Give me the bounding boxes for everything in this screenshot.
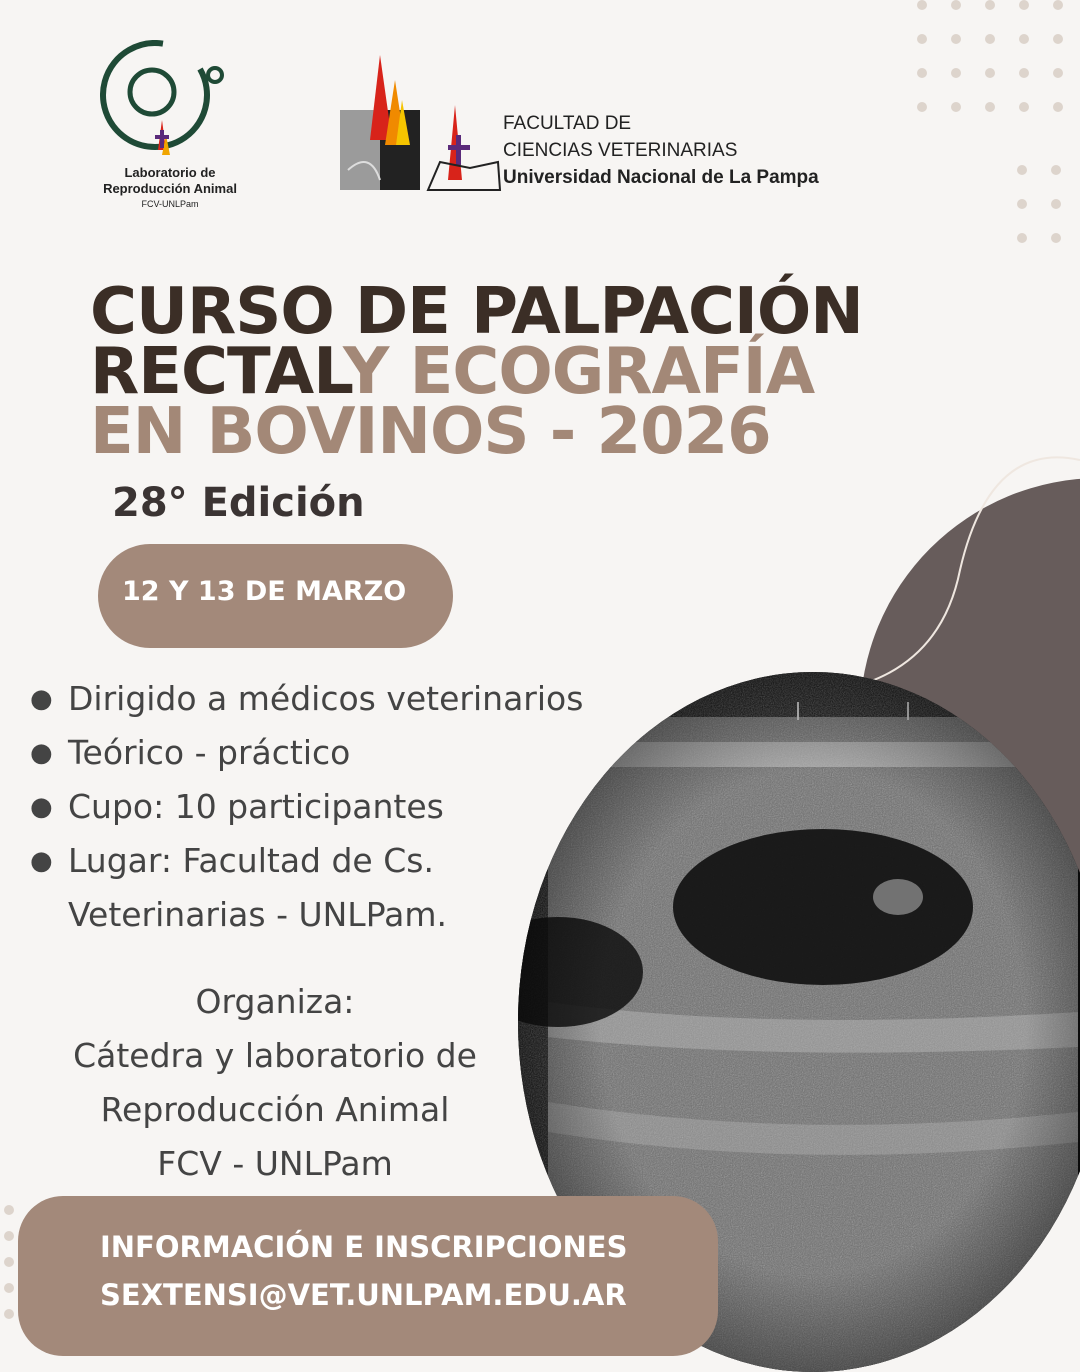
lab-name-line1: Laboratorio de [124,165,216,180]
faculty-text [503,110,819,191]
organizer-line1: Cátedra y laboratorio de [73,1036,477,1075]
bullet-text: Teórico - práctico [68,733,351,772]
faculty-line1: FACULTAD DE [503,113,632,134]
list-item: ● Dirigido a médicos veterinarios [30,672,583,726]
bullet-continuation: Veterinarias - UNLPam. [68,895,447,934]
bullet-text: Cupo: 10 participantes [68,787,444,826]
contact-email-link[interactable]: SEXTENSI@VET.UNLPAM.EDU.AR [100,1278,627,1312]
bullet-text: Lugar: Facultad de Cs. [68,841,434,880]
decorative-dots-top-2 [1017,165,1061,243]
decorative-dots-top [917,0,1063,112]
registration-banner [18,1196,718,1356]
organizer-line2: Reproducción Animal [100,1090,450,1129]
date-text: 12 Y 13 DE MARZO [122,576,407,607]
list-item: ● Cupo: 10 participantes [30,780,583,834]
title-line2-tan: Y ECOGRAFÍA [343,335,815,409]
lab-name-line3: FCV-UNLPam [141,199,199,209]
faculty-logo-icon [340,50,510,195]
organizer-label: Organiza: [195,982,355,1021]
title-line2-dark: RECTAL [90,335,343,409]
lab-logo-text [70,165,270,211]
edition-label: 28° Edición [112,480,365,526]
faculty-line2: CIENCIAS VETERINARIAS [503,140,738,161]
course-title [90,275,863,469]
decorative-curve [820,450,1080,700]
decorative-dots-bottom [4,1205,14,1319]
title-line1: CURSO DE PALPACIÓN [90,275,863,349]
info-heading: INFORMACIÓN E INSCRIPCIONES [100,1230,628,1264]
date-badge [98,544,453,648]
organizer-block [20,975,530,1191]
faculty-line3: Universidad Nacional de La Pampa [503,167,819,188]
course-details-list [30,672,583,942]
list-item: ● Teórico - práctico [30,726,583,780]
bullet-text: Dirigido a médicos veterinarios [68,679,584,718]
organizer-line3: FCV - UNLPam [157,1144,393,1183]
lab-name-line2: Reproducción Animal [103,181,237,196]
list-item: ● Lugar: Facultad de Cs. [30,834,583,888]
title-line3: EN BOVINOS - 2026 [90,395,771,469]
